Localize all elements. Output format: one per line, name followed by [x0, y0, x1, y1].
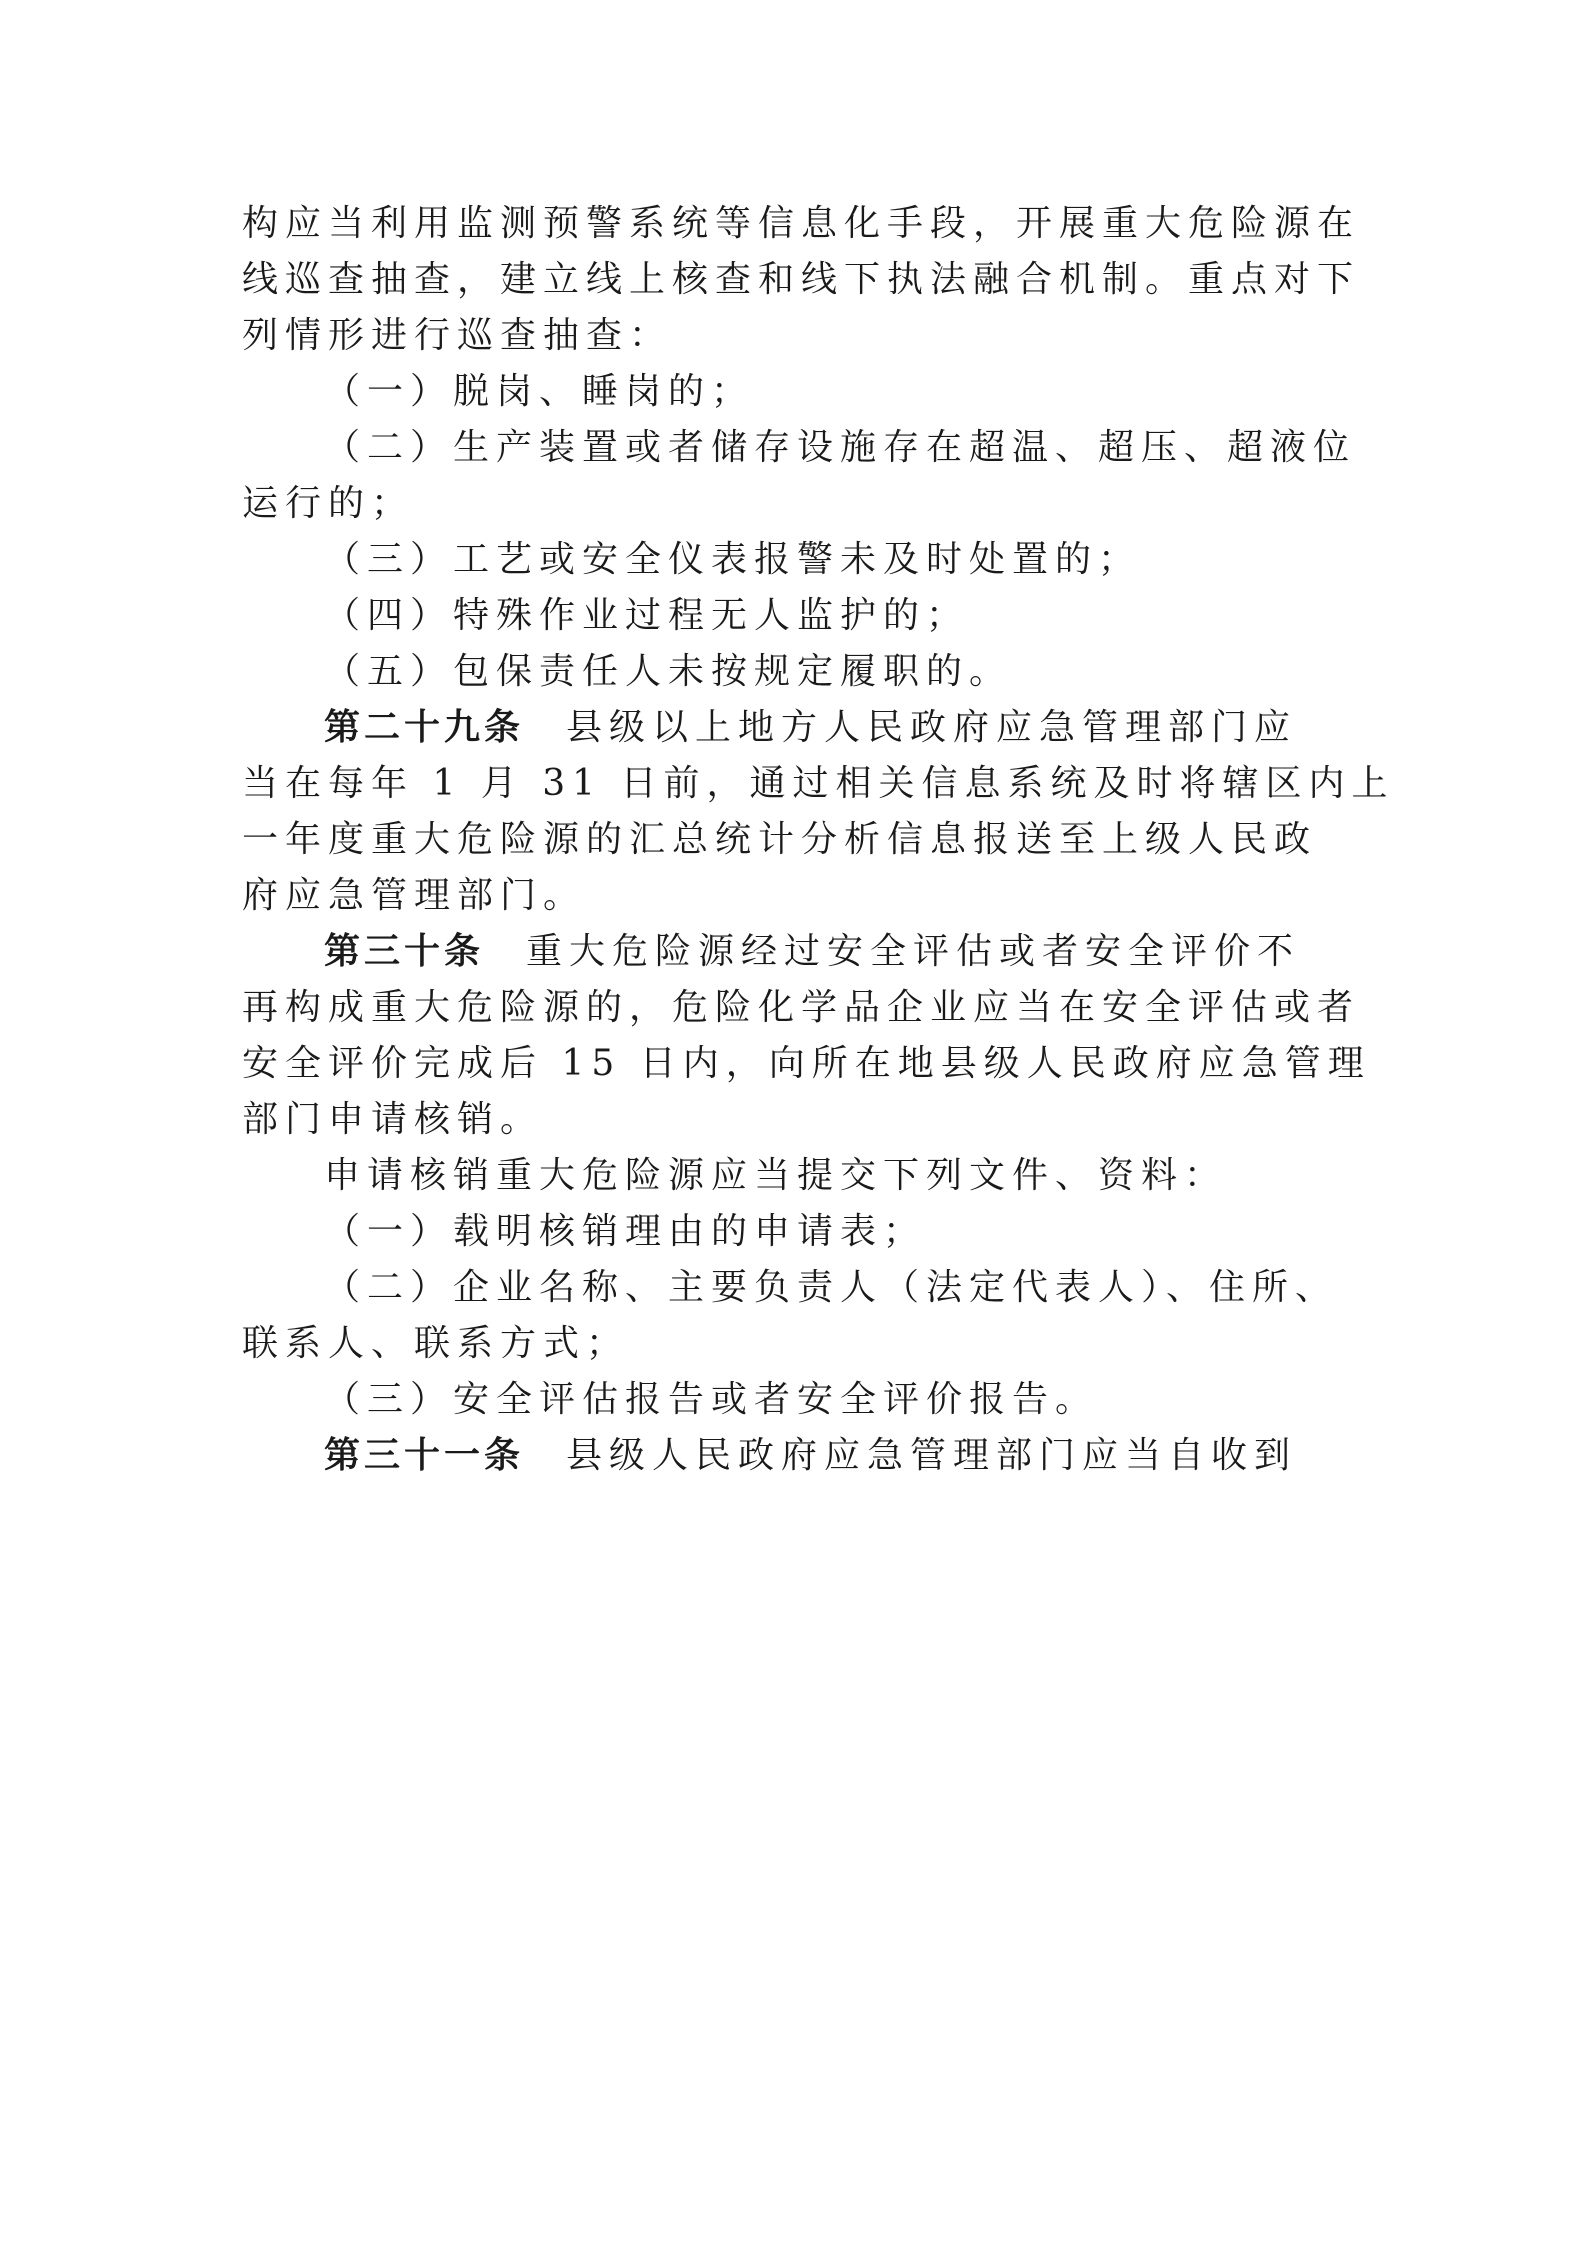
list-item: （二）企业名称、主要负责人（法定代表人）、住所、: [324, 1267, 1339, 1308]
article-30-title: 第三十条: [324, 931, 485, 972]
article-31-title: 第三十一条: [324, 1435, 525, 1476]
paragraph-line: 安全评价完成后 15 日内，向所在地县级人民政府应急管理: [242, 1043, 1371, 1084]
paragraph-line: 联系人、联系方式；: [242, 1323, 630, 1364]
list-item: （四）特殊作业过程无人监护的；: [324, 595, 970, 636]
paragraph-line: 当在每年 1 月 31 日前，通过相关信息系统及时将辖区内上: [242, 763, 1395, 804]
article-30-first-line: [324, 928, 1300, 976]
article-29-title: 第二十九条: [324, 707, 525, 748]
paragraph-line: 列情形进行巡查抽查：: [242, 315, 673, 356]
paragraph-line: 构应当利用监测预警系统等信息化手段，开展重大危险源在: [242, 203, 1361, 244]
paragraph-line: 再构成重大危险源的，危险化学品企业应当在安全评估或者: [242, 987, 1361, 1028]
list-item: （三）安全评估报告或者安全评价报告。: [324, 1379, 1099, 1420]
paragraph-line: 府应急管理部门。: [242, 875, 587, 916]
article-31-text: 县级人民政府应急管理部门应当自收到: [566, 1435, 1298, 1476]
list-item: （五）包保责任人未按规定履职的。: [324, 651, 1013, 692]
list-item: （二）生产装置或者储存设施存在超温、超压、超液位: [324, 427, 1357, 468]
article-31-first-line: [324, 1432, 1297, 1480]
list-item: （三）工艺或安全仪表报警未及时处置的；: [324, 539, 1142, 580]
list-item: （一）脱岗、睡岗的；: [324, 371, 755, 412]
paragraph-line: 线巡查抽查，建立线上核查和线下执法融合机制。重点对下: [242, 259, 1361, 300]
paragraph-line: 部门申请核销。: [242, 1099, 544, 1140]
paragraph-line: 运行的；: [242, 483, 415, 524]
paragraph-line: 一年度重大危险源的汇总统计分析信息报送至上级人民政: [242, 819, 1318, 860]
article-29-first-line: [324, 704, 1297, 752]
article-30-text: 重大危险源经过安全评估或者安全评价不: [526, 931, 1301, 972]
paragraph-line: 申请核销重大危险源应当提交下列文件、资料：: [324, 1155, 1228, 1196]
list-item: （一）载明核销理由的申请表；: [324, 1211, 927, 1252]
article-29-text: 县级以上地方人民政府应急管理部门应: [566, 707, 1298, 748]
